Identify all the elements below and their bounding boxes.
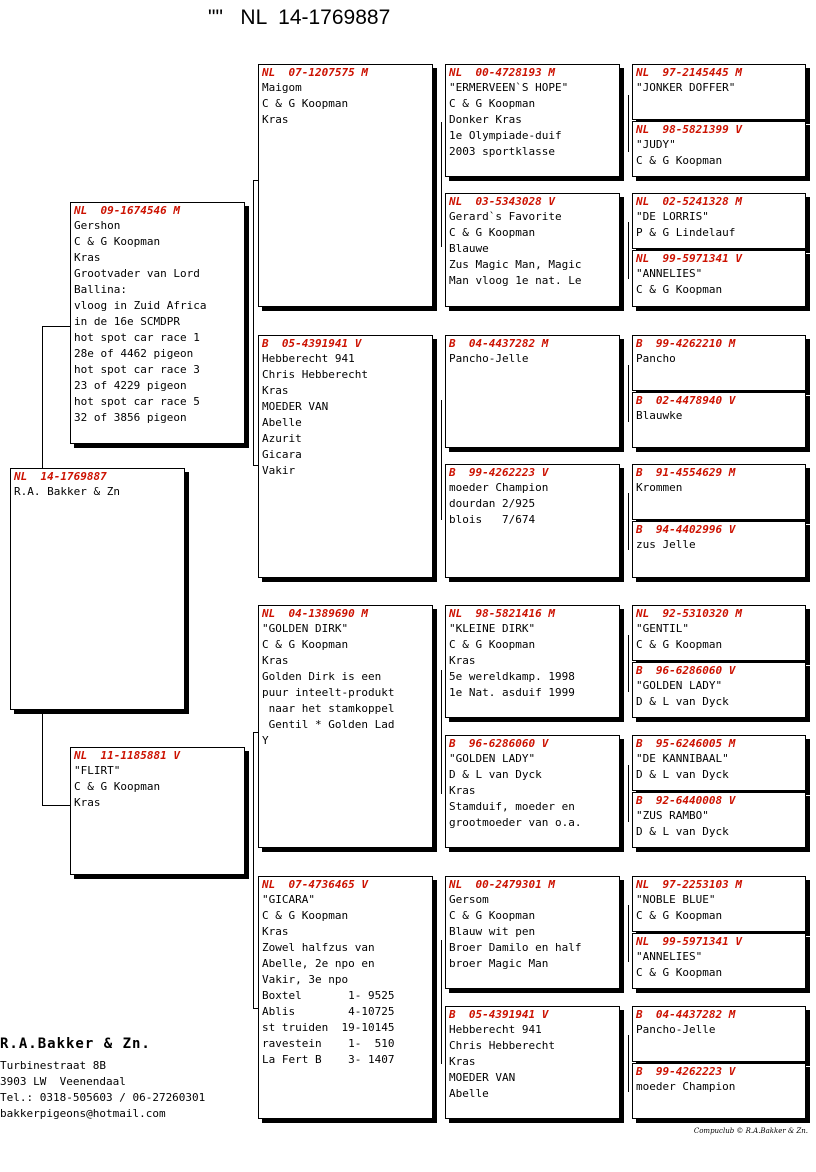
- pigeon-info-line: Vakir: [262, 464, 296, 477]
- pigeon-info-line: "ANNELIES": [636, 267, 703, 280]
- owner-email: bakkerpigeons@hotmail.com: [0, 1107, 166, 1120]
- pigeon-info-line: moeder Champion: [636, 1080, 736, 1093]
- pigeon-info-line: P & G Lindelauf: [636, 226, 736, 239]
- pigeon-info-line: Ablis 4-10725: [262, 1005, 395, 1018]
- pigeon-info-line: Pancho: [636, 352, 676, 365]
- connector-line: [628, 1035, 629, 1092]
- pigeon-info-line: Kras: [449, 654, 476, 667]
- pigeon-info-line: hot spot car race 5: [74, 395, 200, 408]
- pigeon-info-line: MOEDER VAN: [262, 400, 329, 413]
- ring-number: NL 98-5821399 V: [636, 123, 742, 136]
- owner-street: Turbinestraat 8B: [0, 1059, 106, 1072]
- pigeon-info-line: grootmoeder van o.a.: [449, 816, 582, 829]
- ggg-parent-card: [632, 662, 806, 718]
- pigeon-info-line: Gicara: [262, 448, 302, 461]
- grandparent-card: [258, 605, 433, 848]
- ggg-parent-card: [632, 121, 806, 177]
- pigeon-info-line: moeder Champion: [449, 481, 549, 494]
- ggg-parent-card: [632, 792, 806, 848]
- ring-number: B 04-4437282 M: [449, 337, 549, 350]
- ring-number: NL 00-4728193 M: [449, 66, 555, 79]
- pigeon-info-line: "GICARA": [262, 893, 315, 906]
- pigeon-info-line: in de 16e SCMDPR: [74, 315, 180, 328]
- pigeon-info-line: 32 of 3856 pigeon: [74, 411, 187, 424]
- pigeon-info-line: Pancho-Jelle: [449, 352, 529, 365]
- pigeon-info-line: R.A. Bakker & Zn: [14, 485, 120, 498]
- pigeon-info-line: C & G Koopman: [262, 638, 349, 651]
- pigeon-info-line: hot spot car race 3: [74, 363, 200, 376]
- ring-number: B 96-6286060 V: [449, 737, 549, 750]
- ring-number: NL 97-2253103 M: [636, 878, 742, 891]
- pigeon-info-line: zus Jelle: [636, 538, 696, 551]
- pigeon-info-line: "FLIRT": [74, 764, 121, 777]
- pigeon-info-line: "GENTIL": [636, 622, 689, 635]
- connector-line: [42, 710, 43, 805]
- pigeon-info-line: D & L van Dyck: [636, 768, 729, 781]
- ggg-parent-card: [632, 933, 806, 989]
- ggg-parent-card: [632, 876, 806, 932]
- connector-line: [628, 493, 629, 550]
- pigeon-info-line: vloog in Zuid Africa: [74, 299, 207, 312]
- owner-name: R.A.Bakker & Zn.: [0, 1036, 151, 1052]
- pigeon-info-line: 2003 sportklasse: [449, 145, 555, 158]
- grandparent-card: [258, 876, 433, 1119]
- connector-line: [253, 732, 254, 1008]
- pigeon-info-line: "JUDY": [636, 138, 676, 151]
- connector-line: [42, 805, 70, 806]
- pigeon-info-line: Chris Hebberecht: [449, 1039, 555, 1052]
- pigeon-info-line: D & L van Dyck: [449, 768, 542, 781]
- connector-line: [628, 905, 629, 962]
- pigeon-info-line: hot spot car race 1: [74, 331, 200, 344]
- pigeon-info-line: 23 of 4229 pigeon: [74, 379, 187, 392]
- ring-number: NL 99-5971341 V: [636, 252, 742, 265]
- pigeon-info-line: puur inteelt-produkt: [262, 686, 395, 699]
- ring-number: NL 07-1207575 M: [262, 66, 368, 79]
- ring-number: B 05-4391941 V: [262, 337, 362, 350]
- ring-number: B 96-6286060 V: [636, 664, 736, 677]
- owner-block: [0, 1034, 205, 1122]
- footer-credit: Compuclub © R.A.Bakker & Zn.: [693, 1127, 808, 1135]
- pigeon-info-line: "ZUS RAMBO": [636, 809, 709, 822]
- pigeon-info-line: C & G Koopman: [636, 909, 723, 922]
- pigeon-info-line: Gershon: [74, 219, 121, 232]
- pigeon-info-line: C & G Koopman: [262, 97, 349, 110]
- pigeon-info-line: Kras: [74, 796, 101, 809]
- pigeon-info-line: La Fert B 3- 1407: [262, 1053, 395, 1066]
- ring-number: B 99-4262223 V: [636, 1065, 736, 1078]
- connector-line: [628, 635, 629, 692]
- ggg-parent-card: [632, 464, 806, 520]
- pigeon-info-line: C & G Koopman: [449, 226, 536, 239]
- pigeon-info-line: Ballina:: [74, 283, 127, 296]
- pigeon-info-line: Abelle: [262, 416, 302, 429]
- connector-line: [42, 326, 70, 327]
- pigeon-info-line: naar het stamkoppel: [262, 702, 395, 715]
- ring-number: NL 02-5241328 M: [636, 195, 742, 208]
- ring-number: NL 04-1389690 M: [262, 607, 368, 620]
- subject-pigeon-card: [10, 468, 185, 710]
- pigeon-info-line: Broer Damilo en half: [449, 941, 582, 954]
- ggg-parent-card: [632, 521, 806, 578]
- ring-number: NL 98-5821416 M: [449, 607, 555, 620]
- pigeon-info-line: C & G Koopman: [636, 966, 723, 979]
- connector-line: [42, 326, 43, 469]
- pigeon-info-line: "ERMERVEEN`S HOPE": [449, 81, 569, 94]
- pigeon-info-line: Blauwe: [449, 242, 489, 255]
- pigeon-info-line: Gentil * Golden Lad: [262, 718, 395, 731]
- pigeon-info-line: Stamduif, moeder en: [449, 800, 575, 813]
- ggg-parent-card: [632, 605, 806, 661]
- pigeon-info-line: 28e of 4462 pigeon: [74, 347, 194, 360]
- ring-number: NL 99-5971341 V: [636, 935, 742, 948]
- pigeon-info-line: Grootvader van Lord: [74, 267, 200, 280]
- pigeon-info-line: broer Magic Man: [449, 957, 549, 970]
- pigeon-info-line: Kras: [262, 654, 289, 667]
- connector-line: [628, 95, 629, 152]
- great-grandparent-card: [445, 1006, 620, 1119]
- ring-number: B 99-4262210 M: [636, 337, 736, 350]
- connector-line: [441, 122, 442, 247]
- ggg-parent-card: [632, 1063, 806, 1119]
- pigeon-info-line: Kras: [262, 113, 289, 126]
- pigeon-info-line: Kras: [262, 384, 289, 397]
- owner-phone: Tel.: 0318-505603 / 06-27260301: [0, 1091, 206, 1104]
- pigeon-info-line: "GOLDEN LADY": [449, 752, 536, 765]
- pigeon-info-line: "DE LORRIS": [636, 210, 709, 223]
- pigeon-info-line: C & G Koopman: [74, 235, 161, 248]
- ring-number: B 02-4478940 V: [636, 394, 736, 407]
- pigeon-info-line: Y: [262, 734, 269, 747]
- pigeon-info-line: "JONKER DOFFER": [636, 81, 736, 94]
- grandparent-card: [258, 64, 433, 307]
- pigeon-info-line: Abelle: [449, 1087, 489, 1100]
- ring-number: B 91-4554629 M: [636, 466, 736, 479]
- pigeon-info-line: Vakir, 3e npo: [262, 973, 349, 986]
- pigeon-info-line: Donker Kras: [449, 113, 522, 126]
- pigeon-info-line: Azurit: [262, 432, 302, 445]
- great-grandparent-card: [445, 193, 620, 307]
- ggg-parent-card: [632, 335, 806, 391]
- pigeon-info-line: C & G Koopman: [449, 638, 536, 651]
- pigeon-info-line: Kras: [262, 925, 289, 938]
- pigeon-info-line: "GOLDEN LADY": [636, 679, 723, 692]
- pigeon-info-line: Krommen: [636, 481, 683, 494]
- pigeon-info-line: Kras: [449, 1055, 476, 1068]
- pigeon-info-line: "ANNELIES": [636, 950, 703, 963]
- ring-number: B 95-6246005 M: [636, 737, 736, 750]
- pigeon-info-line: Pancho-Jelle: [636, 1023, 716, 1036]
- pigeon-info-line: "KLEINE DIRK": [449, 622, 536, 635]
- ring-number: NL 92-5310320 M: [636, 607, 742, 620]
- connector-line: [441, 940, 442, 1064]
- great-grandparent-card: [445, 876, 620, 989]
- ring-number: NL 14-1769887: [14, 470, 107, 483]
- pigeon-info-line: C & G Koopman: [636, 638, 723, 651]
- ring-number: NL 07-4736465 V: [262, 878, 368, 891]
- great-grandparent-card: [445, 605, 620, 718]
- pigeon-info-line: C & G Koopman: [636, 283, 723, 296]
- connector-line: [253, 180, 254, 465]
- ring-number: B 05-4391941 V: [449, 1008, 549, 1021]
- ring-number: B 99-4262223 V: [449, 466, 549, 479]
- pigeon-info-line: Boxtel 1- 9525: [262, 989, 395, 1002]
- ring-number: NL 03-5343028 V: [449, 195, 555, 208]
- ring-number: NL 00-2479301 M: [449, 878, 555, 891]
- ggg-parent-card: [632, 392, 806, 448]
- pigeon-info-line: "GOLDEN DIRK": [262, 622, 349, 635]
- ggg-parent-card: [632, 193, 806, 249]
- great-grandparent-card: [445, 64, 620, 177]
- pigeon-info-line: Kras: [74, 251, 101, 264]
- pigeon-info-line: Blauw wit pen: [449, 925, 536, 938]
- pigeon-info-line: Man vloog 1e nat. Le: [449, 274, 582, 287]
- pigeon-info-line: "NOBLE BLUE": [636, 893, 716, 906]
- owner-city: 3903 LW Veenendaal: [0, 1075, 126, 1088]
- ggg-parent-card: [632, 64, 806, 120]
- connector-line: [628, 365, 629, 422]
- great-grandparent-card: [445, 735, 620, 848]
- connector-line: [441, 670, 442, 794]
- pigeon-info-line: dourdan 2/925: [449, 497, 536, 510]
- pigeon-info-line: Abelle, 2e npo en: [262, 957, 375, 970]
- grandparent-card: [258, 335, 433, 578]
- sire-card: [70, 202, 245, 444]
- ring-number: B 92-6440008 V: [636, 794, 736, 807]
- connector-line: [628, 765, 629, 822]
- great-grandparent-card: [445, 335, 620, 448]
- pigeon-info-line: C & G Koopman: [449, 97, 536, 110]
- ring-number: B 94-4402996 V: [636, 523, 736, 536]
- pigeon-info-line: D & L van Dyck: [636, 825, 729, 838]
- pigeon-info-line: "DE KANNIBAAL": [636, 752, 729, 765]
- pigeon-info-line: C & G Koopman: [74, 780, 161, 793]
- ring-number: B 04-4437282 M: [636, 1008, 736, 1021]
- pigeon-info-line: Hebberecht 941: [449, 1023, 542, 1036]
- pigeon-info-line: Zowel halfzus van: [262, 941, 375, 954]
- pigeon-info-line: Kras: [449, 784, 476, 797]
- pigeon-info-line: Hebberecht 941: [262, 352, 355, 365]
- ring-number: NL 97-2145445 M: [636, 66, 742, 79]
- pigeon-info-line: Zus Magic Man, Magic: [449, 258, 582, 271]
- pigeon-info-line: D & L van Dyck: [636, 695, 729, 708]
- pigeon-info-line: Chris Hebberecht: [262, 368, 368, 381]
- pigeon-info-line: Blauwke: [636, 409, 683, 422]
- great-grandparent-card: [445, 464, 620, 578]
- dam-card: [70, 747, 245, 875]
- pigeon-info-line: C & G Koopman: [449, 909, 536, 922]
- pigeon-info-line: ravestein 1- 510: [262, 1037, 395, 1050]
- ggg-parent-card: [632, 735, 806, 791]
- connector-line: [628, 222, 629, 279]
- ring-number: NL 09-1674546 M: [74, 204, 180, 217]
- pigeon-info-line: 1e Nat. asduif 1999: [449, 686, 575, 699]
- pigeon-info-line: 5e wereldkamp. 1998: [449, 670, 575, 683]
- pigeon-info-line: Golden Dirk is een: [262, 670, 382, 683]
- ggg-parent-card: [632, 1006, 806, 1062]
- pigeon-info-line: C & G Koopman: [636, 154, 723, 167]
- pigeon-info-line: Maigom: [262, 81, 302, 94]
- pigeon-info-line: blois 7/674: [449, 513, 536, 526]
- ring-number: NL 11-1185881 V: [74, 749, 180, 762]
- ggg-parent-card: [632, 250, 806, 307]
- pigeon-info-line: st truiden 19-10145: [262, 1021, 395, 1034]
- pigeon-info-line: Gerard`s Favorite: [449, 210, 562, 223]
- connector-line: [441, 400, 442, 520]
- pigeon-info-line: MOEDER VAN: [449, 1071, 516, 1084]
- pedigree-title: "" NL 14-1769887: [208, 6, 391, 29]
- pigeon-info-line: C & G Koopman: [262, 909, 349, 922]
- pigeon-info-line: Gersom: [449, 893, 489, 906]
- pigeon-info-line: 1e Olympiade-duif: [449, 129, 562, 142]
